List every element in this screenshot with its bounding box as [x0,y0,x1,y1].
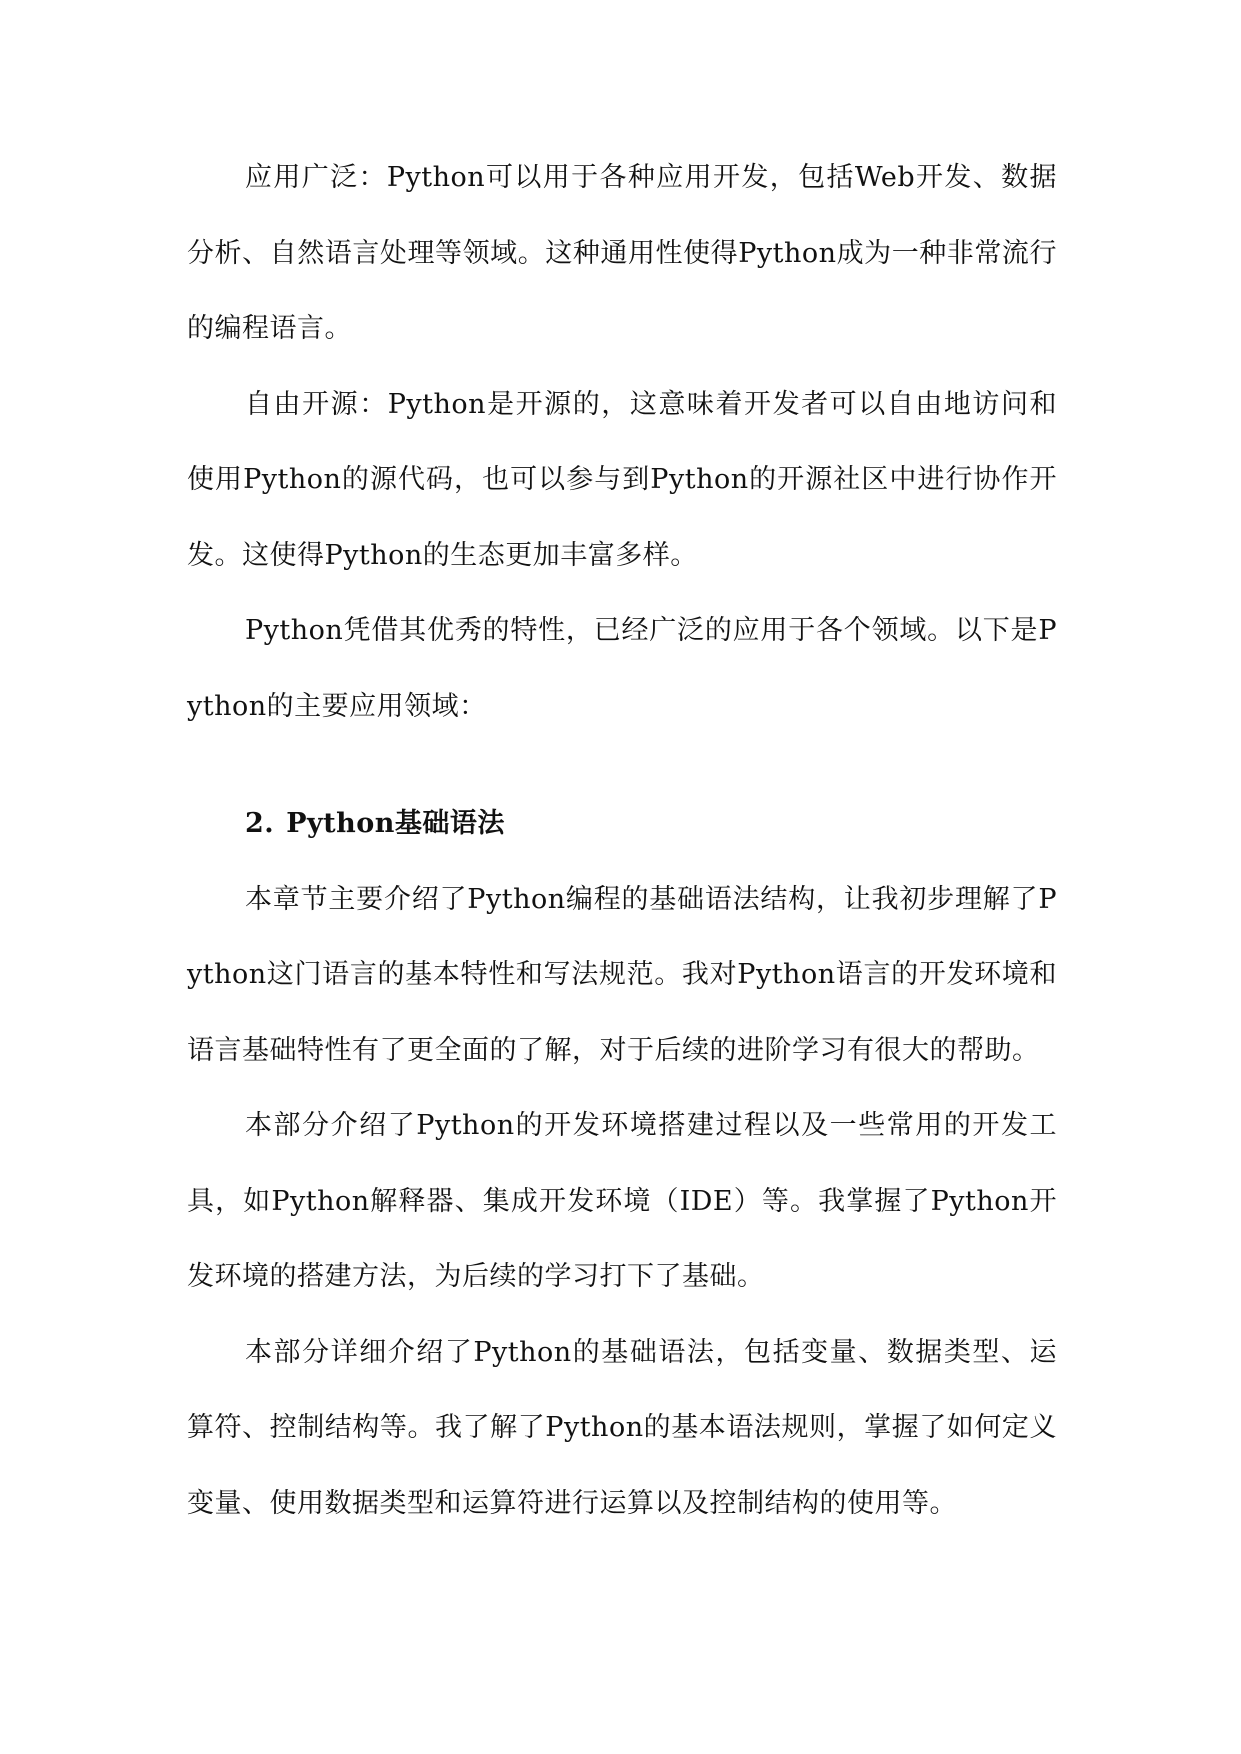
section-heading [187,786,1057,862]
paragraph-application-fields: Python凭借其优秀的特性，已经广泛的应用于各个领域。以下是Python的主要应用领域： [187,615,1057,722]
paragraph-open-source: 自由开源：Python是开源的，这意味着开发者可以自由地访问和使用Python的源代码，也可以参与到Python的开源社区中进行协作开发。这使得Python的生态更加丰富多样。 [187,388,1057,571]
paragraph-basic-syntax: 本部分详细介绍了Python的基础语法，包括变量、数据类型、运算符、控制结构等。我了解了Python的基本语法规则，掌握了如何定义变量、使用数据类型和运算符进行运算以及控制结构的使用等。 [187,1336,1057,1519]
section-number: 2. [245,808,275,839]
paragraph-dev-environment: 本部分介绍了Python的开发环境搭建过程以及一些常用的开发工具，如Python解释器、集成开发环境（IDE）等。我掌握了Python开发环境的搭建方法，为后续的学习打下了基础。 [187,1110,1057,1292]
document-body [187,140,1057,1541]
section-title: Python基础语法 [286,808,505,839]
paragraph-chapter-intro: 本章节主要介绍了Python编程的基础语法结构，让我初步理解了Python这门语言的基本特性和写法规范。我对Python语言的开发环境和语言基础特性有了更全面的了解，对于后续的进阶学习有很大的帮助。 [187,883,1057,1066]
paragraph-wide-application: 应用广泛：Python可以用于各种应用开发，包括Web开发、数据分析、自然语言处理等领域。这种通用性使得Python成为一种非常流行的编程语言。 [187,162,1057,344]
